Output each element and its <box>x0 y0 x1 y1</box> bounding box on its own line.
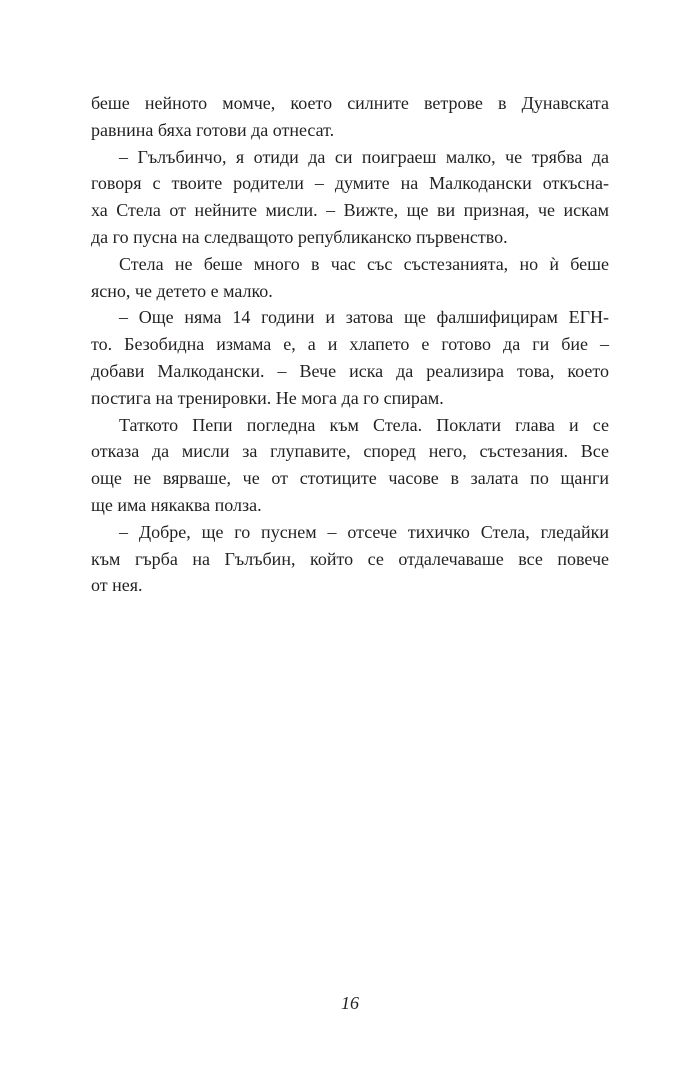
text-line: – Още няма 14 години и затова ще фалшифицирам ЕГН- <box>119 307 609 328</box>
text-line: към гърба на Гълъбин, който се отдалечаваше все повече <box>91 548 609 569</box>
text-line: равнина бяха готови да отнесат. <box>91 119 335 140</box>
text-line: говоря с твоите родители – думите на Малкодански откъсна- <box>91 173 609 194</box>
body-text <box>91 90 609 599</box>
text-line: – Добре, ще го пуснем – отсече тихичко Стела, гледайки <box>119 521 609 542</box>
text-line: то. Безобидна измама е, а и хлапето е готово да ги бие – <box>91 334 609 355</box>
text-line: още не вярваше, че от стотиците часове в залата по щанги <box>91 468 609 489</box>
text-line: отказа да мисли за глупавите, според него, състезания. Все <box>91 441 609 462</box>
text-line: – Гълъбинчо, я отиди да си поиграеш малко, че трябва да <box>119 146 609 167</box>
text-line: от нея. <box>91 575 143 596</box>
text-line: Стела не беше много в час със състезанията, но ѝ беше <box>119 253 609 274</box>
text-line: Таткото Пепи погледна към Стела. Поклати глава и се <box>119 414 609 435</box>
text-line: ясно, че детето е малко. <box>91 280 273 301</box>
text-line: постига на тренировки. Не мога да го спирам. <box>91 387 444 408</box>
text-line: ха Стела от нейните мисли. – Вижте, ще ви призная, че искам <box>91 200 609 221</box>
text-line: да го пусна на следващото републиканско първенство. <box>91 226 508 247</box>
page-number: 16 <box>341 993 359 1013</box>
text-line: добави Малкодански. – Вече иска да реализира това, което <box>91 360 609 381</box>
text-line: ще има някаква полза. <box>91 494 262 515</box>
text-line: беше нейното момче, което силните ветрове в Дунавската <box>91 93 609 113</box>
